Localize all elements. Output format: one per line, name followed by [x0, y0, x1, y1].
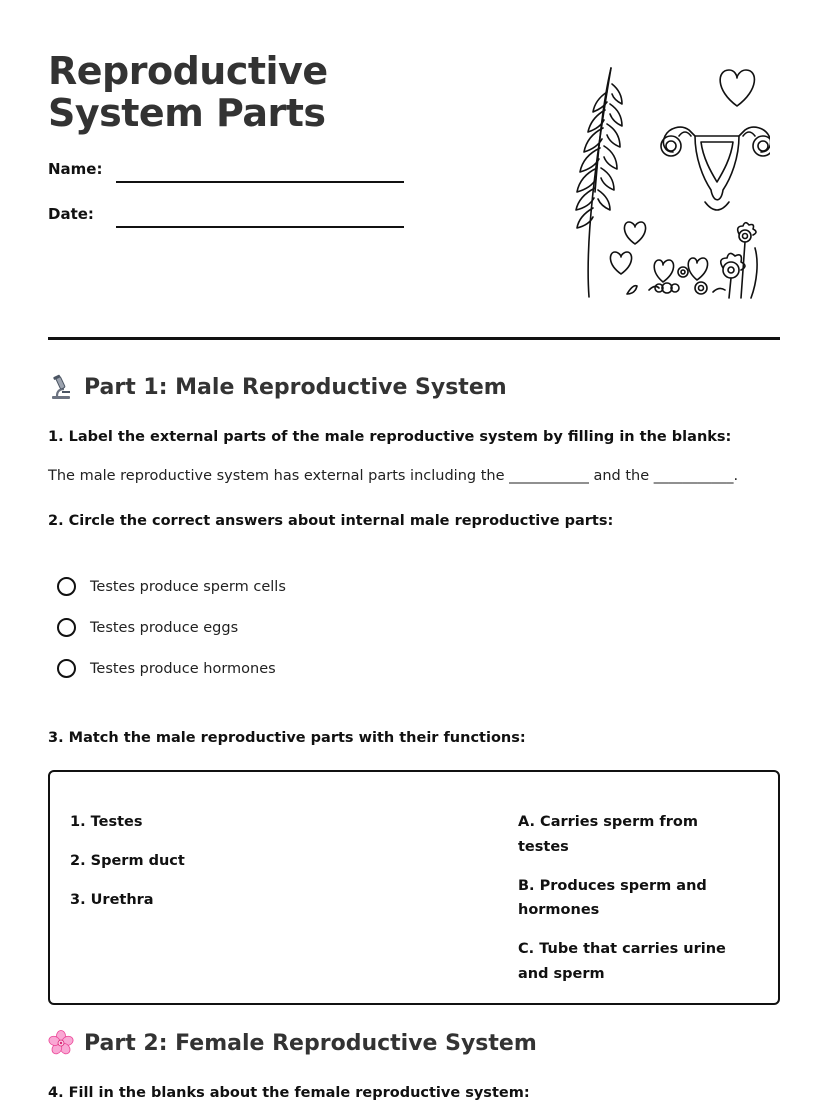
part2-title: [48, 1030, 537, 1056]
question-4-prompt: 4. Fill in the blanks about the female reproductive system:: [48, 1085, 530, 1101]
heart-icon: [624, 222, 645, 244]
radio-button[interactable]: [57, 577, 76, 596]
option-label: Testes produce sperm cells: [90, 578, 286, 595]
option-label: Testes produce hormones: [90, 660, 276, 677]
match-part-urethra: 3. Urethra: [70, 892, 154, 908]
heart-icon: [610, 252, 631, 274]
heart-icon: [720, 70, 754, 106]
question-3-prompt: 3. Match the male reproductive parts with their functions:: [48, 730, 526, 746]
match-function-b: B. Produces sperm and hormones: [518, 877, 707, 918]
fern-icon: [576, 68, 622, 297]
match-functions-column: [518, 810, 748, 1001]
reproductive-illustration: [555, 62, 770, 302]
match-parts-column: [70, 810, 185, 927]
match-part-sperm-duct: 2. Sperm duct: [70, 853, 185, 869]
cherry-blossom-icon: [48, 1030, 74, 1056]
uterus-icon: [661, 127, 770, 210]
question-2-prompt: 2. Circle the correct answers about internal male reproductive parts:: [48, 513, 614, 529]
part2-title-text: Part 2: Female Reproductive System: [84, 1030, 537, 1056]
date-label: Date:: [48, 205, 94, 223]
option-sperm-cells[interactable]: [57, 577, 286, 596]
option-eggs[interactable]: [57, 618, 238, 637]
matching-box: [48, 770, 780, 1005]
radio-button[interactable]: [57, 659, 76, 678]
radio-button[interactable]: [57, 618, 76, 637]
option-label: Testes produce eggs: [90, 619, 239, 636]
name-field[interactable]: [116, 181, 404, 183]
option-hormones[interactable]: [57, 659, 276, 678]
match-function-c: C. Tube that carries urine and sperm: [518, 941, 726, 982]
question-1-prompt: 1. Label the external parts of the male reproductive system by filling in the blanks:: [48, 429, 732, 445]
question-1-sentence: The male reproductive system has external parts including the ___________ and the ___________.: [48, 468, 739, 484]
part1-title-text: Part 1: Male Reproductive System: [84, 374, 507, 400]
part1-title: [48, 374, 507, 400]
match-function-a: A. Carries sperm from testes: [518, 814, 698, 855]
header-divider: [48, 337, 780, 340]
page-title: Reproductive System Parts: [48, 49, 328, 135]
date-field[interactable]: [116, 226, 404, 228]
match-part-testes: 1. Testes: [70, 814, 143, 830]
flowers-icon: [649, 223, 757, 298]
microscope-icon: [48, 374, 74, 400]
name-label: Name:: [48, 160, 103, 178]
